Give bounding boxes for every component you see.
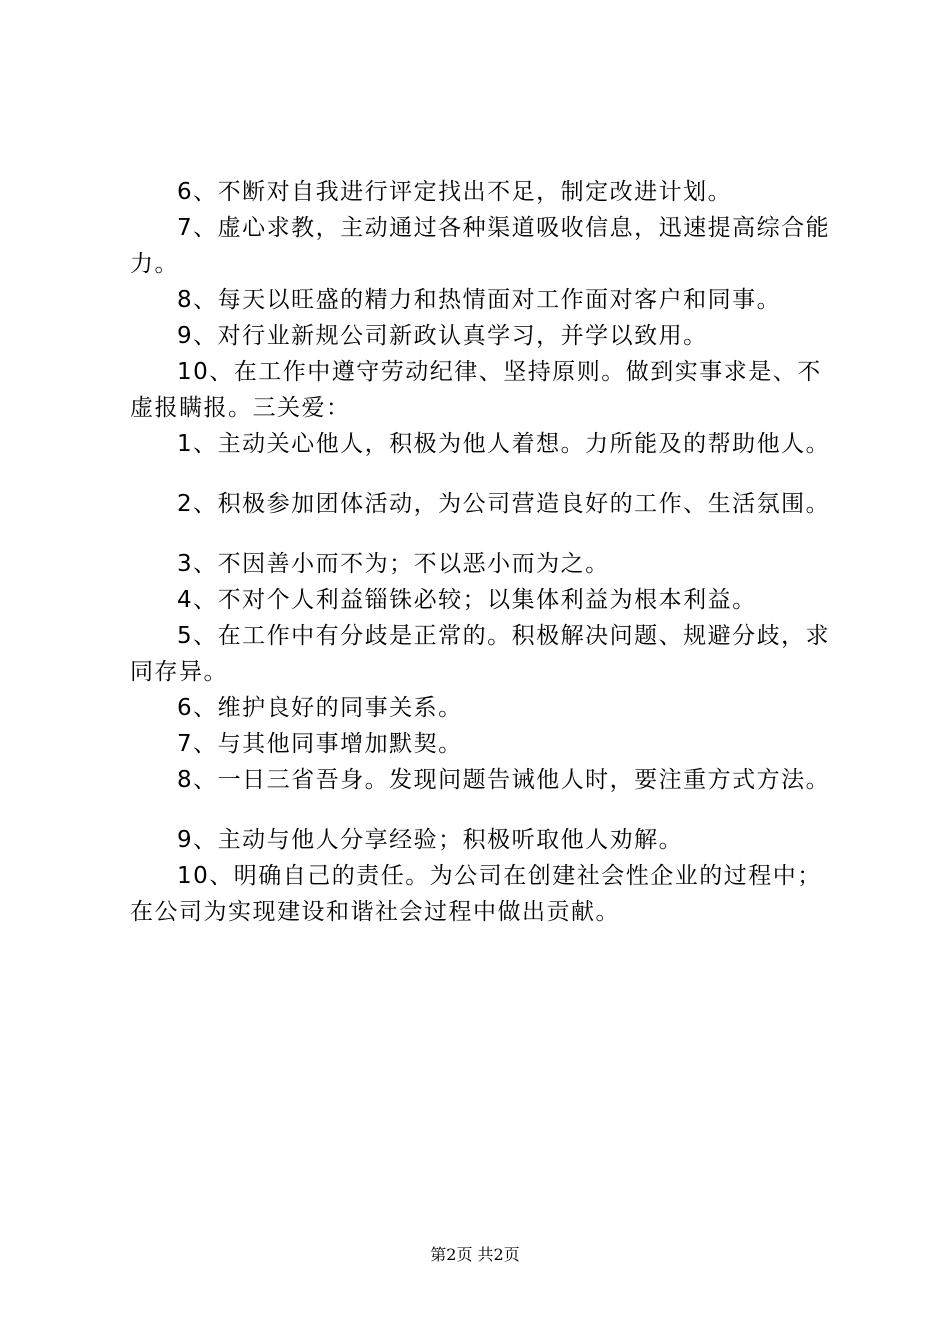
document-body	[130, 174, 845, 930]
paragraph: 1、主动关心他人，积极为他人着想。力所能及的帮助他人。	[177, 431, 831, 457]
paragraph: 7、虚心求教，主动通过各种渠道吸收信息，迅速提高综合能力。	[130, 215, 831, 277]
paragraph: 5、在工作中有分歧是正常的。积极解决问题、规避分歧，求同存异。	[130, 623, 831, 685]
paragraph: 4、不对个人利益锱铢必较；以集体利益为根本利益。	[177, 587, 757, 613]
paragraph: 2、积极参加团体活动，为公司营造良好的工作、生活氛围。	[177, 491, 831, 517]
page-footer	[0, 1244, 950, 1266]
paragraph: 9、对行业新规公司新政认真学习，并学以致用。	[177, 323, 708, 349]
paragraph: 6、不断对自我进行评定找出不足，制定改进计划。	[177, 179, 733, 205]
paragraph: 6、维护良好的同事关系。	[177, 695, 463, 721]
paragraph: 3、不因善小而不为；不以恶小而为之。	[177, 551, 610, 577]
paragraph: 7、与其他同事增加默契。	[177, 731, 463, 757]
paragraph: 9、主动与他人分享经验；积极听取他人劝解。	[177, 827, 684, 853]
paragraph: 10、明确自己的责任。为公司在创建社会性企业的过程中；在公司为实现建设和谐社会过程中做出贡献。	[130, 863, 822, 925]
paragraph: 8、一日三省吾身。发现问题告诫他人时，要注重方式方法。	[177, 767, 831, 793]
paragraph: 10、在工作中遵守劳动纪律、坚持原则。做到实事求是、不虚报瞒报。三关爱：	[130, 359, 822, 421]
paragraph: 8、每天以旺盛的精力和热情面对工作面对客户和同事。	[177, 287, 782, 313]
page-number-label: 第2页 共2页	[430, 1245, 520, 1264]
